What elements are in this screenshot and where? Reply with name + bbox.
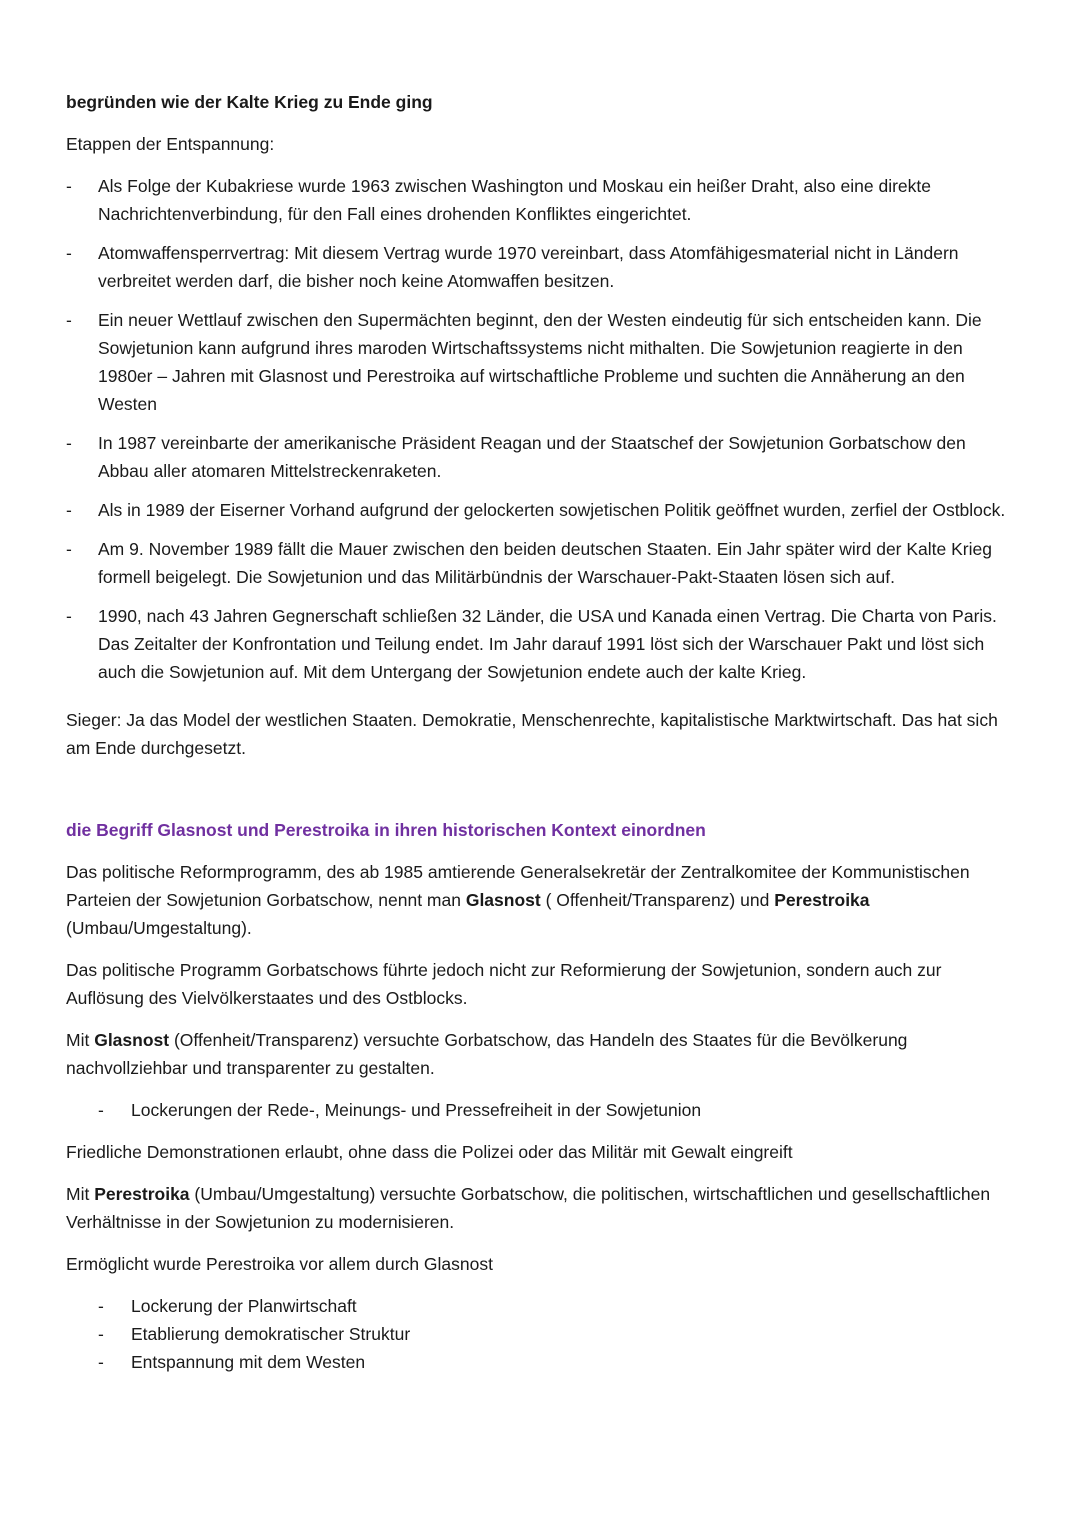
list-item-text: 1990, nach 43 Jahren Gegnerschaft schließen 32 Länder, die USA und Kanada einen Vertrag. Die Charta von Paris. Das Zeitalter der Konfrontation und Teilung endet. Im Jahr darauf 1991 löst sich der Warschauer Pakt und löst sich auch die Sowjetunion auf. Mit dem Untergang der Sowjetunion endete auch der kalte Krieg. — [98, 606, 997, 682]
detente-stages-list — [66, 172, 1016, 686]
glasnost-paragraph — [66, 1026, 1016, 1082]
list-item-text: Atomwaffensperrvertrag: Mit diesem Vertrag wurde 1970 vereinbart, dass Atomfähigesmaterial nicht in Ländern verbreitet werden darf, die bisher noch keine Atomwaffen besitzen. — [98, 243, 959, 291]
dash-bullet: - — [66, 176, 72, 196]
term-perestroika: Perestroika — [94, 1184, 190, 1204]
document-page — [66, 88, 1016, 1390]
list-item-text: Am 9. November 1989 fällt die Mauer zwischen den beiden deutschen Staaten. Ein Jahr später wird der Kalte Krieg formell beigelegt. Die Sowjetunion und das Militärbündnis der Warschauer-Pakt-Staaten lösen sich auf. — [98, 539, 992, 587]
dash-bullet: - — [66, 310, 72, 330]
term-glasnost: Glasnost — [94, 1030, 170, 1050]
text-run: ( Offenheit/Transparenz) und — [540, 890, 775, 910]
dash-bullet: - — [66, 243, 72, 263]
list-item — [66, 1348, 1016, 1376]
dash-bullet: - — [98, 1352, 104, 1372]
text-run: (Offenheit/Transparenz) versuchte Gorbatschow, das Handeln des Staates für die Bevölkerung nachvollziehbar und transparenter zu gestalten. — [66, 1030, 908, 1078]
text-run: (Umbau/Umgestaltung). — [66, 918, 252, 938]
list-item — [66, 429, 1016, 485]
text-run: Mit — [66, 1030, 95, 1050]
list-item-text: Als Folge der Kubakriese wurde 1963 zwischen Washington und Moskau ein heißer Draht, also eine direkte Nachrichtenverbindung, für den Fall eines drohenden Konfliktes eingerichtet. — [98, 176, 931, 224]
list-item-text: Entspannung mit dem Westen — [131, 1352, 366, 1372]
intro-text: Etappen der Entspannung: — [66, 134, 275, 154]
list-item — [66, 1096, 1016, 1124]
dash-bullet: - — [66, 500, 72, 520]
dash-bullet: - — [98, 1296, 104, 1316]
dash-bullet: - — [66, 539, 72, 559]
demonstrations-paragraph: Friedliche Demonstrationen erlaubt, ohne dass die Polizei oder das Militär mit Gewalt eingreift — [66, 1142, 793, 1162]
text-run: (Umbau/Umgestaltung) versuchte Gorbatschow, die politischen, wirtschaftlichen und gesellschaftlichen Verhältnisse in der Sowjetunion zu modernisieren. — [66, 1184, 991, 1232]
list-item — [66, 1320, 1016, 1348]
dash-bullet: - — [66, 606, 72, 626]
list-item-text: Ein neuer Wettlauf zwischen den Supermächten beginnt, den der Westen eindeutig für sich entscheiden kann. Die Sowjetunion kann aufgrund ihres maroden Wirtschaftssystems nicht mithalten. Die Sowjetunion reagierte in den 1980er – Jahren mit Glasnost und Perestroika auf wirtschaftliche Probleme und suchten die Annäherung an den Westen — [98, 310, 982, 414]
list-item-text: Etablierung demokratischer Struktur — [131, 1324, 411, 1344]
conclusion-text: Sieger: Ja das Model der westlichen Staaten. Demokratie, Menschenrechte, kapitalistische Marktwirtschaft. Das hat sich am Ende durchgesetzt. — [66, 710, 998, 758]
section-heading-glasnost-perestroika: die Begriff Glasnost und Perestroika in ihren historischen Kontext einordnen — [66, 820, 706, 840]
list-item-text: Lockerung der Planwirtschaft — [131, 1296, 357, 1316]
list-item — [66, 496, 1016, 524]
dash-bullet: - — [66, 433, 72, 453]
list-item-text: Als in 1989 der Eiserner Vorhand aufgrund der gelockerten sowjetischen Politik geöffnet wurden, zerfiel der Ostblock. — [98, 500, 1006, 520]
list-item-text: In 1987 vereinbarte der amerikanische Präsident Reagan und der Staatschef der Sowjetunion Gorbatschow den Abbau aller atomaren Mittelstreckenraketen. — [98, 433, 966, 481]
dash-bullet: - — [98, 1324, 104, 1344]
list-item-text: Lockerungen der Rede-, Meinungs- und Pressefreiheit in der Sowjetunion — [131, 1100, 702, 1120]
text-run: Mit — [66, 1184, 95, 1204]
list-item — [66, 306, 1016, 418]
term-glasnost: Glasnost — [465, 890, 541, 910]
list-item — [66, 239, 1016, 295]
list-item — [66, 602, 1016, 686]
dash-bullet: - — [98, 1100, 104, 1120]
enabled-by-paragraph: Ermöglicht wurde Perestroika vor allem durch Glasnost — [66, 1254, 493, 1274]
term-perestroika: Perestroika — [774, 890, 870, 910]
section-spacer — [66, 776, 1016, 816]
perestroika-paragraph — [66, 1180, 1016, 1236]
text-run: Das politische Reformprogramm, des ab 1985 amtierende Generalsekretär der Zentralkomitee der Kommunistischen Parteien der Sowjetunion Gorbatschow, nennt man — [66, 862, 970, 910]
list-item — [66, 1292, 1016, 1320]
program-result-paragraph: Das politische Programm Gorbatschows führte jedoch nicht zur Reformierung der Sowjetunion, sondern auch zur Auflösung des Vielvölkerstaates und des Ostblocks. — [66, 960, 942, 1008]
perestroika-list — [66, 1292, 1016, 1376]
section-heading-cold-war-end: begründen wie der Kalte Krieg zu Ende ging — [66, 92, 433, 112]
glasnost-list — [66, 1096, 1016, 1124]
list-item — [66, 172, 1016, 228]
reform-program-paragraph — [66, 858, 1016, 942]
list-item — [66, 535, 1016, 591]
